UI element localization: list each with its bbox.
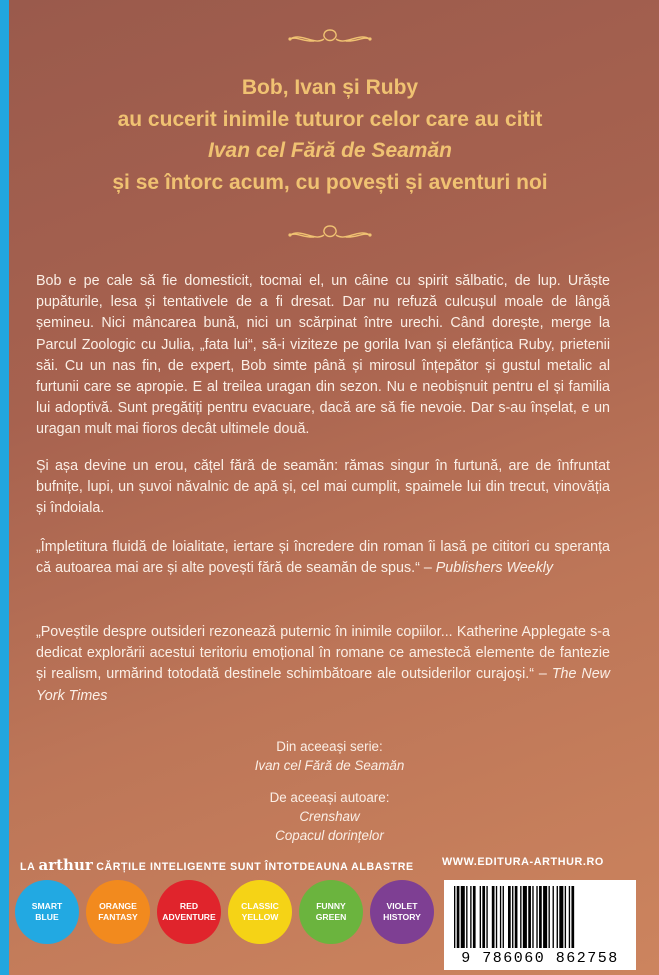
- barcode-bar: [571, 886, 574, 948]
- barcode-bar: [473, 886, 476, 948]
- headline: [40, 72, 620, 198]
- barcode-bar: [549, 886, 550, 948]
- isbn-number: 9 786060 862758: [461, 950, 619, 967]
- collection-funny-green-line-1: FUNNY: [316, 901, 346, 911]
- synopsis-paragraph-2: Și așa devine un erou, cățel fără de seamăn: rămas singur în furtună, are de înfruntat bufnițe, lupi, un șuvoi năvalnic de apă și, cel mai cumplit, spaimele lui din trecut, vinovăția și îndoiala.: [36, 458, 610, 517]
- barcode-bar: [470, 886, 471, 948]
- barcode-bar: [565, 886, 566, 948]
- barcode-bar: [461, 886, 465, 948]
- tagline-suffix: CĂRȚILE INTELIGENTE SUNT ÎNTOTDEAUNA ALBASTRE: [96, 861, 414, 873]
- barcode-bar: [466, 886, 467, 948]
- same-author-book-1: Crenshaw: [299, 809, 360, 824]
- barcode-bar: [496, 886, 497, 948]
- barcode-bar: [515, 886, 518, 948]
- collection-smart-blue: [15, 880, 79, 944]
- barcode-bar: [482, 886, 485, 948]
- review-quote-1-source: Publishers Weekly: [435, 560, 554, 577]
- collection-orange-fantasy-line-1: ORANGE: [99, 901, 137, 911]
- collection-orange-fantasy: [86, 880, 150, 944]
- collection-smart-blue-line-2: BLUE: [35, 912, 59, 922]
- flourish-top-icon: [284, 26, 376, 52]
- publisher-tagline: [20, 856, 414, 874]
- barcode-bar: [480, 886, 481, 948]
- review-quote-2-source: The New York Times: [36, 666, 610, 704]
- review-quote-2: [36, 622, 610, 707]
- collection-classic-yellow-line-2: YELLOW: [241, 912, 279, 922]
- barcode-bar: [486, 886, 487, 948]
- synopsis-paragraph-1: Bob e pe cale să fie domesticit, tocmai el, un câine cu spirit sălbatic, de lup. Urăște pupăturile, lesa și tentativele de a fi dresat. Dar nu refuză culcușul moale de lângă șemineu. Nici mâncarea bună, nici un scărpinat între urechi. Când dorește, merge la Parcul Zoologic cu Julia, „fata lui“, să-i viziteze pe gorila Ivan și elefănțica Ruby, prietenii săi. Cu un nas fin, de expert, Bob simte până și mirosul înțepător și gustul metalic al furtunii care se apropie. E al treilea uragan din sezon. Nu e neobișnuit pentru el și familia lui adoptivă. Sunt pregătiți pentru evacuare, dacă are să fie nevoie. Dar s-au înșelat, e un uragan mult mai fioros decât ultimele două.: [36, 273, 610, 438]
- barcode-bar: [454, 886, 455, 948]
- tagline-prefix: LA: [20, 861, 35, 873]
- barcode-bar: [543, 886, 547, 948]
- same-author-label: De aceeași autoare:: [269, 790, 390, 805]
- barcode-bar: [523, 886, 527, 948]
- publisher-logo: arthur: [38, 856, 93, 874]
- barcode-bar: [553, 886, 554, 948]
- barcode-bar: [503, 886, 504, 948]
- same-author-book-2: Copacul dorințelor: [275, 828, 384, 843]
- review-quote-2-text: „Poveștile despre outsideri rezonează puternic în inimile copiilor... Katherine Applegate s-a dedicat explorării acestui teritoriu emoțional în romane ce amestecă elemente de fantezie și realism, urmărind totodată destinele schimbătoare ale outsiderilor curajoși.“ –: [36, 624, 610, 683]
- barcode-bar: [536, 886, 537, 948]
- review-quote-1-text: „Împletitura fluidă de loialitate, iertare și încredere din roman îi lasă pe cititori cu speranța că autoarea mai are și alte povești fără de seamăn de spus.“ –: [36, 539, 610, 577]
- same-series-title: Ivan cel Fără de Seamăn: [254, 758, 405, 773]
- collection-funny-green-line-2: GREEN: [315, 912, 347, 922]
- headline-book-title: Ivan cel Fără de Seamăn: [208, 139, 452, 163]
- collection-red-adventure-line-1: RED: [179, 901, 199, 911]
- barcode-bar: [539, 886, 542, 948]
- collection-violet-history: [370, 880, 434, 944]
- barcode-bars-icon: [452, 886, 628, 948]
- barcode-bar: [492, 886, 495, 948]
- collection-classic-yellow: [228, 880, 292, 944]
- headline-line-2: au cucerit inimile tuturor celor care au citit: [117, 107, 543, 131]
- headline-line-1: Bob, Ivan și Ruby: [241, 76, 419, 99]
- barcode-bar: [559, 886, 563, 948]
- flourish-divider-icon: [284, 222, 376, 248]
- review-quote-1: [36, 537, 610, 579]
- same-series-block: [0, 737, 659, 775]
- collection-funny-green: [299, 880, 363, 944]
- collection-red-adventure-line-2: ADVENTURE: [162, 912, 216, 922]
- barcode-bar: [569, 886, 570, 948]
- collection-violet-history-line-1: VIOLET: [386, 901, 418, 911]
- barcode-bar: [508, 886, 511, 948]
- same-series-label: Din aceeași serie:: [276, 739, 383, 754]
- collection-violet-history-line-2: HISTORY: [383, 912, 421, 922]
- publisher-website: WWW.EDITURA-ARTHUR.RO: [442, 856, 604, 868]
- collection-classic-yellow-line-1: CLASSIC: [241, 901, 279, 911]
- barcode-bar: [520, 886, 521, 948]
- headline-line-4: și se întorc acum, cu povești și aventuri noi: [112, 170, 548, 194]
- collection-orange-fantasy-line-2: FANTASY: [98, 912, 138, 922]
- barcode-bar: [457, 886, 460, 948]
- barcode-bar: [512, 886, 513, 948]
- barcode-bar: [557, 886, 558, 948]
- isbn-barcode: [444, 880, 636, 970]
- same-author-block: [0, 788, 659, 845]
- collection-red-adventure: [157, 880, 221, 944]
- collection-smart-blue-line-1: SMART: [31, 901, 63, 911]
- barcode-bar: [532, 886, 533, 948]
- barcode-bar: [500, 886, 501, 948]
- barcode-bar: [528, 886, 531, 948]
